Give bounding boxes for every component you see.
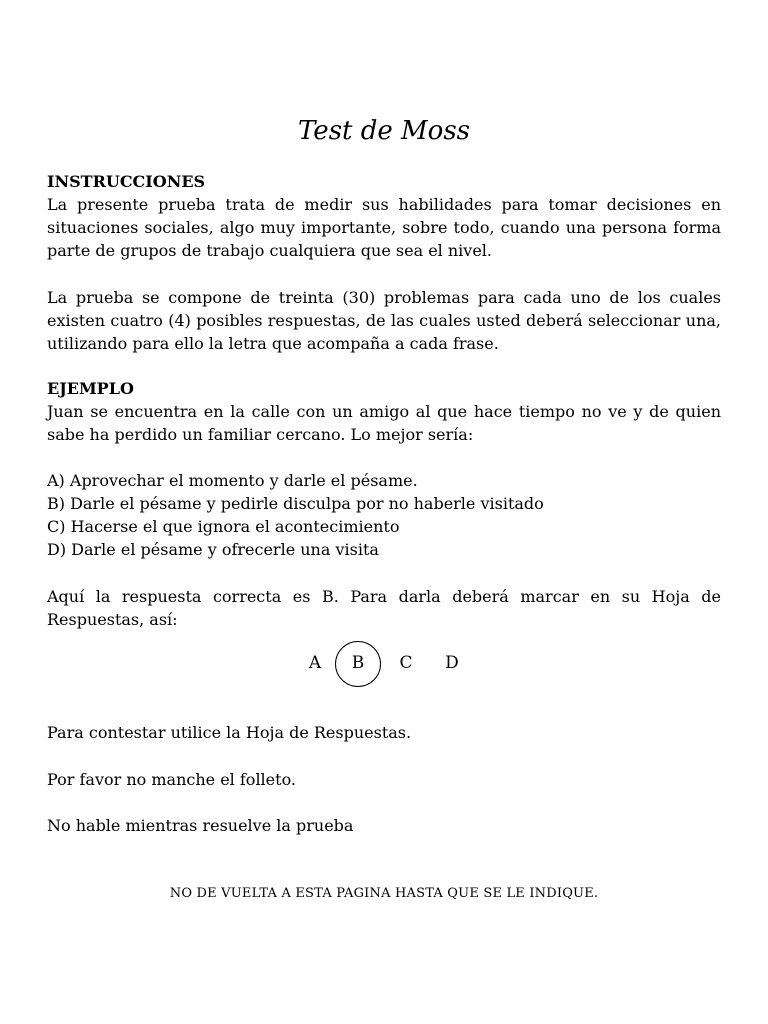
instructions-paragraph-2: La prueba se compone de treinta (30) problemas para cada uno de los cuales existen cuatro (4) posibles respuestas, de las cuales usted deberá seleccionar una, utilizando para ello la letra que acompaña a cada frase.	[47, 288, 721, 353]
instructions-section	[47, 170, 721, 262]
example-options	[47, 469, 721, 561]
footer-warning: NO DE VUELTA A ESTA PAGINA HASTA QUE SE LE INDIQUE.	[169, 886, 599, 901]
answer-explanation-block	[47, 585, 721, 631]
instructions-paragraph-2-block	[47, 286, 721, 355]
answer-letter-d: D	[445, 653, 459, 673]
note-answer-sheet: Para contestar utilice la Hoja de Respuestas.	[47, 723, 412, 742]
example-text: Juan se encuentra en la calle con un amigo al que hace tiempo no ve y de quien sabe ha perdido un familiar cercano. Lo mejor sería:	[47, 402, 721, 444]
instructions-paragraph-1: La presente prueba trata de medir sus habilidades para tomar decisiones en situaciones sociales, algo muy importante, sobre todo, cuando una persona forma parte de grupos de trabajo cualquiera que sea el nivel.	[47, 195, 721, 260]
answer-example-letters	[47, 641, 721, 687]
example-section	[47, 377, 721, 446]
answer-letter-c: C	[399, 653, 413, 673]
option-a: A) Aprovechar el momento y darle el pésame.	[47, 471, 418, 490]
note-silence: No hable mientras resuelve la prueba	[47, 816, 354, 835]
document-title: Test de Moss	[297, 116, 471, 146]
option-c: C) Hacerse el que ignora el acontecimiento	[47, 517, 400, 536]
document-page	[47, 0, 721, 1024]
option-b: B) Darle el pésame y pedirle disculpa por no haberle visitado	[47, 494, 544, 513]
instructions-heading: INSTRUCCIONES	[47, 172, 206, 191]
option-d: D) Darle el pésame y ofrecerle una visita	[47, 540, 379, 559]
note-booklet: Por favor no manche el folleto.	[47, 770, 297, 789]
answer-explanation: Aquí la respuesta correcta es B. Para darla deberá marcar en su Hoja de Respuestas, así:	[47, 587, 721, 629]
answer-letter-b: B	[351, 653, 365, 673]
answer-letter-a: A	[308, 653, 322, 673]
example-heading: EJEMPLO	[47, 379, 134, 398]
